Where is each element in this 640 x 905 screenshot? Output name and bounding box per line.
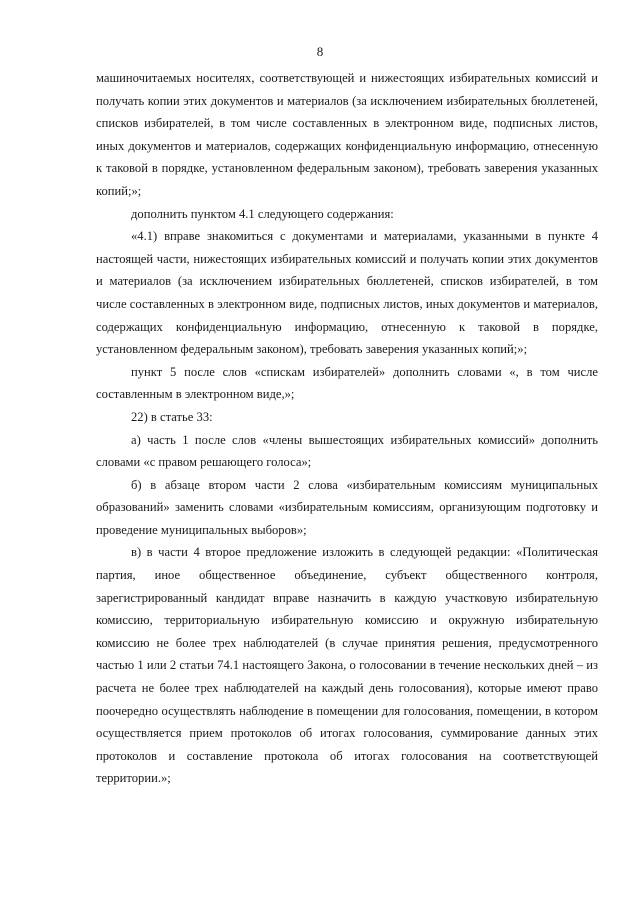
paragraph-subitem-b: б) в абзаце втором части 2 слова «избирательным комиссиям муниципальных образований» заменить словами «избирательным комиссиям, организующим подготовку и проведение муниципальных выборов»; (96, 477, 598, 537)
paragraph-article-33-heading: 22) в статье 33: (131, 409, 213, 424)
paragraph-item-4-1-text: «4.1) вправе знакомиться с документами и материалами, указанными в пункте 4 настоящей части, нижестоящих избирательных комиссий и получать копии этих документов и материалов (за исключением избирательных бюллетеней, списков избирателей, в том числе составленных в электронном виде, подписных листов, иных документов и материалов, содержащих конфиденциальную информацию, отнесенную к таковой в порядке, установленном федеральным законом), требовать заверения указанных копий;»; (96, 229, 598, 357)
paragraph-item-5-amendment: пункт 5 после слов «спискам избирателей» дополнить словами «, в том числе составленным в электронном виде,»; (96, 364, 598, 402)
paragraph-continuation: машиночитаемых носителях, соответствующей и нижестоящих избирательных комиссий и получать копии этих документов и материалов (за исключением избирательных бюллетеней, списков избирателей, в том числе составленных в электронном виде, подписных листов, иных документов и материалов, содержащих конфиденциальную информацию, отнесенную к таковой в порядке, установленном федеральным законом), требовать заверения указанных копий;»; (96, 71, 598, 198)
paragraph-add-item-4-1: дополнить пунктом 4.1 следующего содержания: (131, 206, 394, 221)
paragraph-subitem-v: в) в части 4 второе предложение изложить в следующей редакции: «Политическая партия, иное общественное объединение, субъект общественного контроля, зарегистрированный кандидат вправе назначить в каждую участковую избирательную комиссию, территориальную избирательную комиссию и окружную избирательную комиссию не более трех наблюдателей (в случае принятия решения, предусмотренного частью 1 или 2 статьи 74.1 настоящего Закона, о голосовании в течение нескольких дней – из расчета не более трех наблюдателей на каждый день голосования), которые имеют право поочередно осуществлять наблюдение в помещении для голосования, помещении, в котором осуществляется прием протоколов об итогах голосования, суммирование данных этих протоколов и составление протокола об итогах голосования на соответствующей территории.»; (96, 545, 598, 786)
document-body (96, 67, 598, 790)
page-number: 8 (316, 44, 324, 59)
paragraph-subitem-a: а) часть 1 после слов «члены вышестоящих избирательных комиссий» дополнить словами «с правом решающего голоса»; (96, 432, 598, 470)
